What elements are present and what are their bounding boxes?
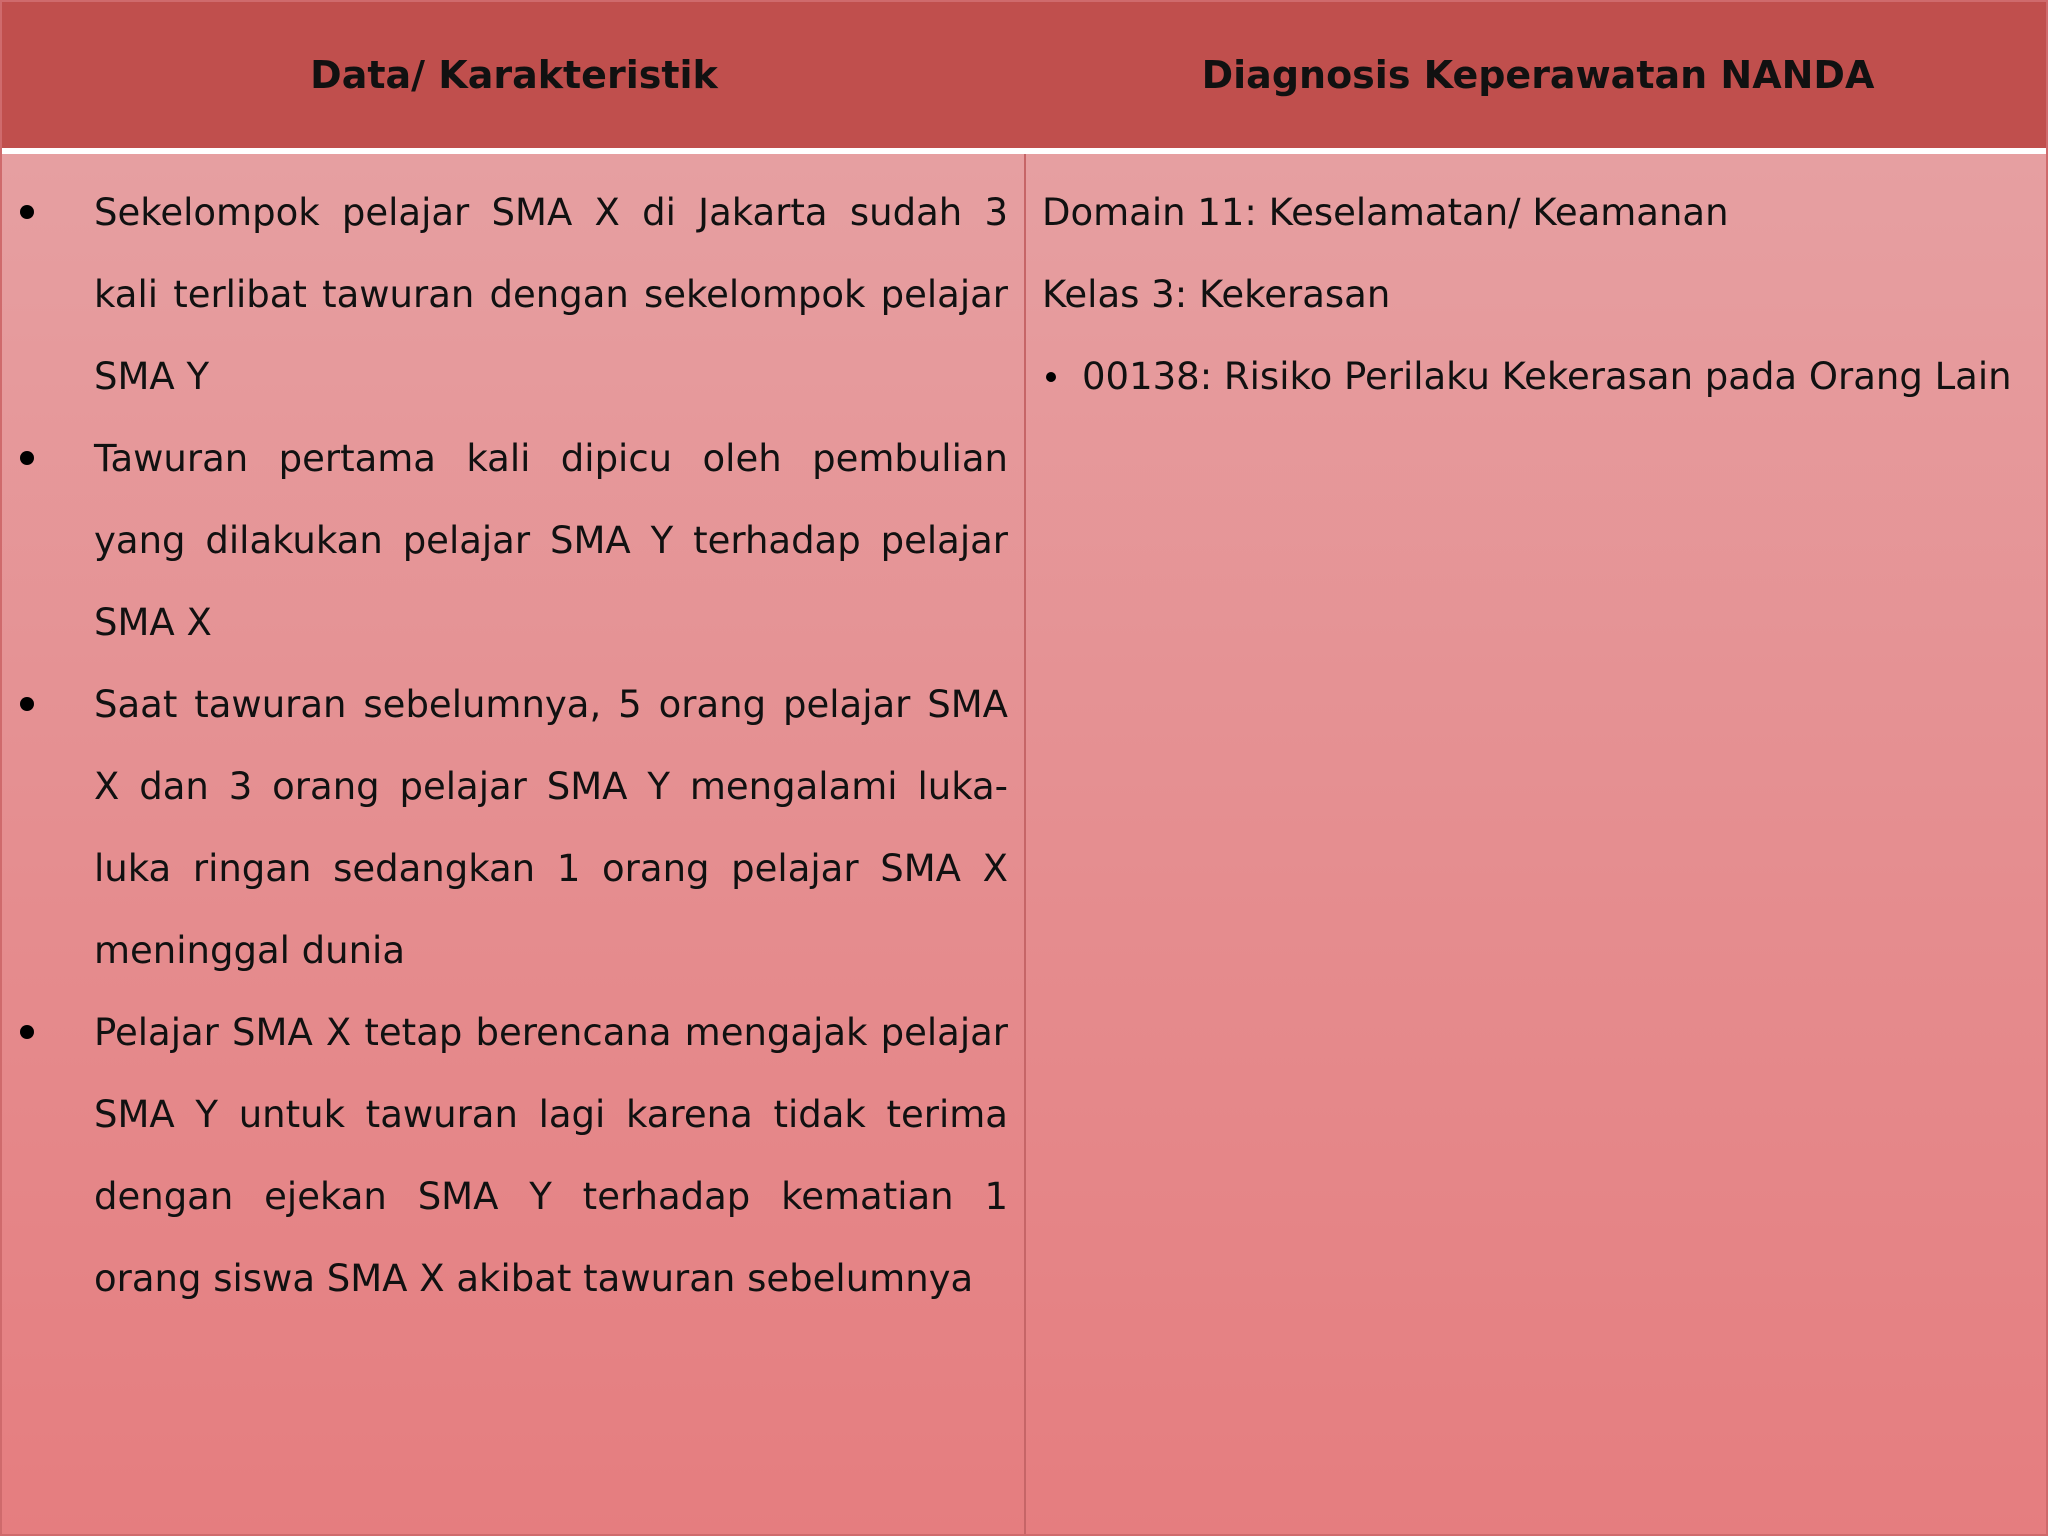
diagnosis-text: 00138: Risiko Perilaku Kekerasan pada Orang Lain (1082, 355, 2012, 398)
domain-text: Domain 11: Keselamatan/ Keamanan (1042, 191, 1729, 234)
list-item-text: Sekelompok pelajar SMA X di Jakarta sudah 3 kali terlibat tawuran dengan sekelompok pelajar SMA Y (94, 191, 1008, 398)
diagnosis-item (1042, 336, 2038, 418)
list-item (2, 172, 1008, 418)
bullet-icon (20, 205, 34, 219)
list-item-text: Saat tawuran sebelumnya, 5 orang pelajar SMA X dan 3 orang pelajar SMA Y mengalami luka-luka ringan sedangkan 1 orang pelajar SMA X meninggal dunia (94, 683, 1008, 972)
list-item (2, 418, 1008, 664)
bullet-icon (20, 451, 34, 465)
table-header-row (2, 2, 2048, 154)
class-text: Kelas 3: Kekerasan (1042, 273, 1391, 316)
bullet-icon (20, 697, 34, 711)
data-characteristics-cell (2, 154, 1026, 1536)
nanda-diagnosis-cell (1026, 154, 2048, 1536)
list-item (2, 992, 1008, 1320)
list-item-text: Tawuran pertama kali dipicu oleh pembulian yang dilakukan pelajar SMA Y terhadap pelajar SMA X (94, 437, 1008, 644)
table-body-row (2, 154, 2048, 1536)
characteristics-list (2, 172, 1008, 1320)
bullet-icon (20, 1025, 34, 1039)
list-item-text: Pelajar SMA X tetap berencana mengajak pelajar SMA Y untuk tawuran lagi karena tidak terima dengan ejekan SMA Y terhadap kematian 1 orang siswa SMA X akibat tawuran sebelumnya (94, 1011, 1008, 1300)
bullet-icon (1046, 372, 1056, 382)
header-nanda-diagnosis: Diagnosis Keperawatan NANDA (1201, 53, 1875, 97)
list-item (2, 664, 1008, 992)
header-data-characteristics: Data/ Karakteristik (310, 53, 718, 97)
